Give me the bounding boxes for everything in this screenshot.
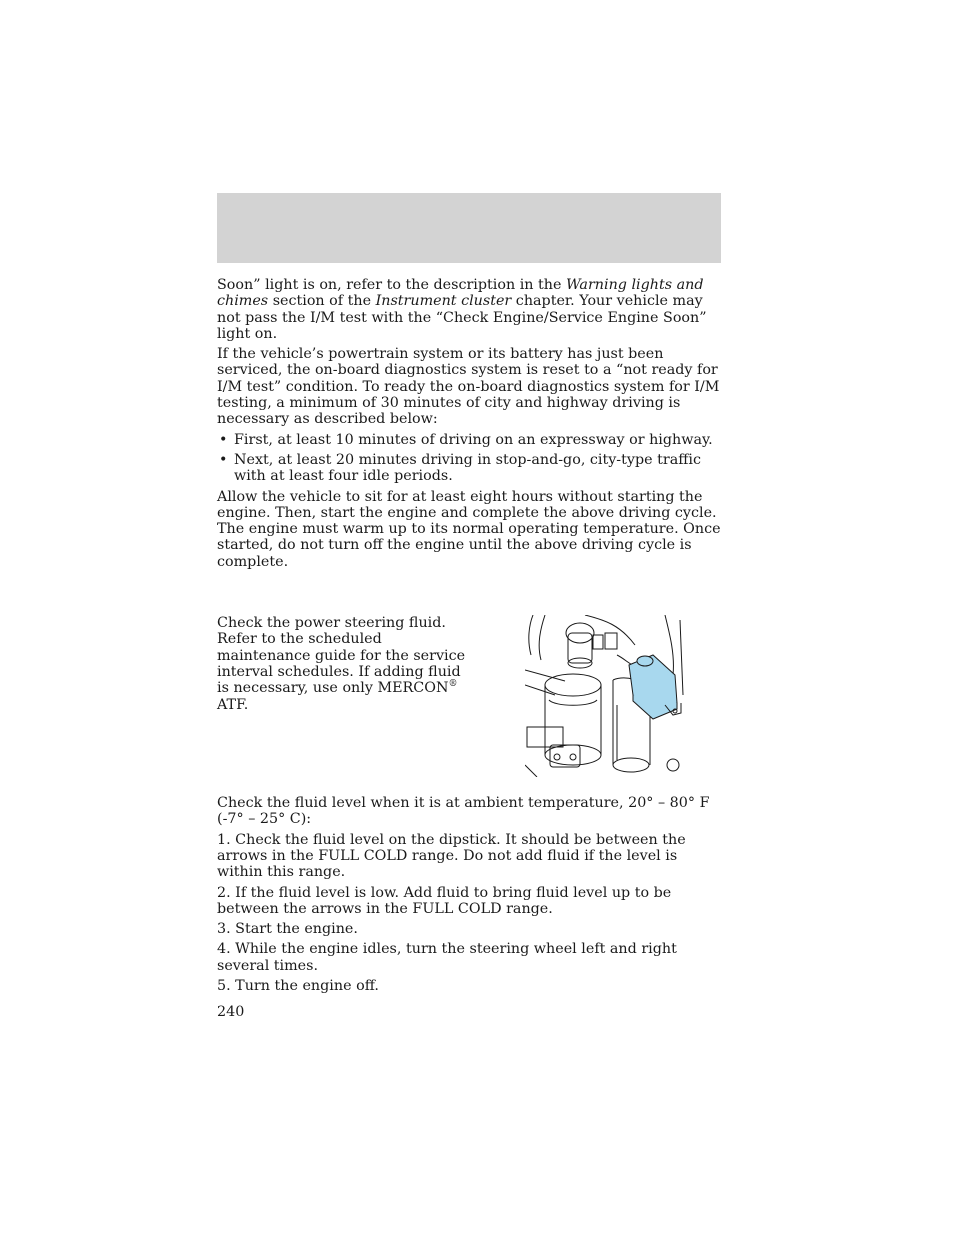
instrument-cluster-reference: Instrument cluster — [375, 293, 512, 310]
step-4: 4. While the engine idles, turn the steering wheel left and right several times. — [217, 941, 677, 974]
para1-text: Soon” light is on, refer to the description in the — [217, 277, 566, 293]
power-steering-text — [217, 615, 472, 713]
steering-text-end: ATF. — [217, 696, 249, 713]
paragraph-driving-cycle: Allow the vehicle to sit for at least eight hours without starting the engine. Then, start the engine and complete the above driving cycle. The engine must warm up to its normal operating temperature. Once started, do not turn off the engine until the above driving cycle is complete. — [217, 488, 721, 570]
section-gap — [217, 574, 721, 615]
page-number: 240 — [217, 1004, 245, 1021]
para1-text-mid: section of the — [268, 293, 376, 310]
page-content — [217, 277, 721, 1021]
step-1: 1. Check the fluid level on the dipstick. It should be between the arrows in the FULL COLD range. Do not add fluid if the level is within this range. — [217, 831, 686, 881]
registered-mark: ® — [448, 679, 458, 690]
paragraph-check-engine — [217, 277, 721, 342]
section-header-band — [217, 193, 721, 263]
steering-text: Check the power steering fluid. Refer to the scheduled maintenance guide for the service interval schedules. If adding fluid is necessary, use only MERCON — [217, 615, 466, 697]
bullet-icon: • — [219, 431, 228, 448]
step-2: 2. If the fluid level is low. Add fluid to bring fluid level up to be between the arrows in the FULL COLD range. — [217, 884, 672, 917]
para1-text-end: chapter. Your vehicle may not pass the I/M test with the “Check Engine/Service Engine Soon” light on. — [217, 293, 707, 342]
bullet-text: First, at least 10 minutes of driving on an expressway or highway. — [234, 431, 713, 448]
list-item — [217, 432, 721, 448]
bullet-text: Next, at least 20 minutes driving in stop-and-go, city-type traffic with at least four idle periods. — [234, 451, 701, 485]
power-steering-section — [217, 615, 721, 795]
step-5: 5. Turn the engine off. — [217, 978, 379, 995]
warning-lights-reference: Warning lights and chimes — [217, 277, 704, 310]
paragraph-diagnostics: If the vehicle’s powertrain system or its battery has just been serviced, the on-board diagnostics system is reset to a “not ready for I/M test” condition. To ready the on-board diagnostics system for I/M testing, a minimum of 30 minutes of city and highway driving is necessary as described below: — [217, 346, 720, 428]
power-steering-reservoir-illustration — [525, 615, 685, 777]
bullet-icon: • — [219, 451, 228, 468]
step-3: 3. Start the engine. — [217, 921, 358, 938]
paragraph-ambient-temperature: Check the fluid level when it is at ambient temperature, 20° – 80° F (-7° – 25° C): — [217, 795, 710, 828]
list-item — [217, 452, 721, 485]
